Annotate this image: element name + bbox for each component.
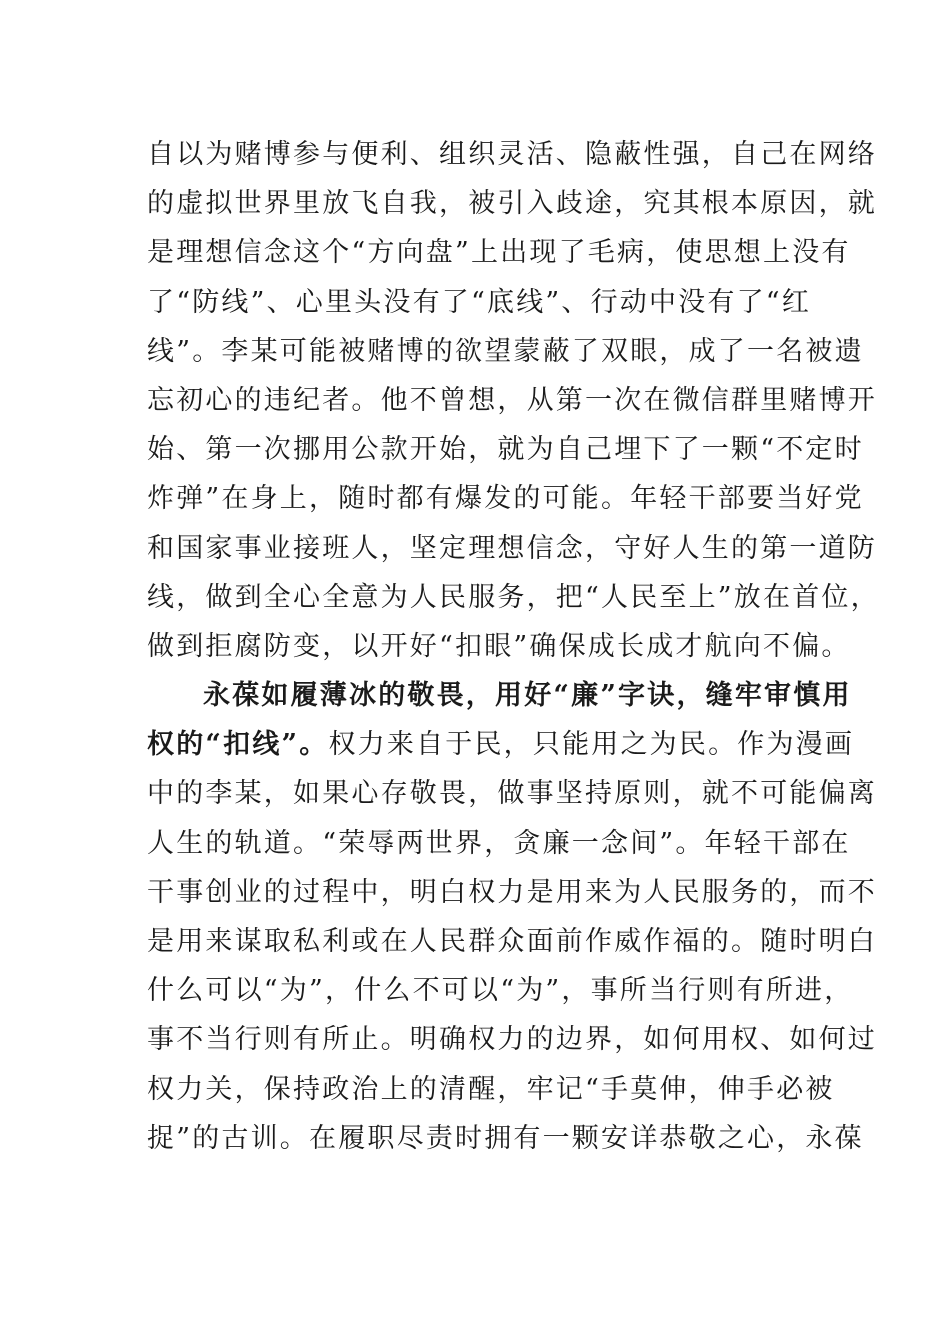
text-line: 的虚拟世界里放飞自我，被引入歧途，究其根本原因，就 <box>147 188 877 220</box>
paragraph-2 <box>147 671 877 1163</box>
text-line: 捉”的古训。在履职尽责时拥有一颗安详恭敬之心，永葆 <box>147 1122 864 1154</box>
text-line: 干事创业的过程中，明白权力是用来为人民服务的，而不 <box>147 876 877 908</box>
text-line: 了“防线”、心里头没有了“底线”、行动中没有了“红 <box>147 286 812 318</box>
text-line: 中的李某，如果心存敬畏，做事坚持原则，就不可能偏离 <box>147 778 877 810</box>
text-line: 是理想信念这个“方向盘”上出现了毛病，使思想上没有 <box>147 237 851 269</box>
text-line: 什么可以“为”，什么不可以“为”，事所当行则有所进， <box>147 975 854 1007</box>
text-line: 人生的轨道。“荣辱两世界，贪廉一念间”。年轻干部在 <box>147 827 851 859</box>
text-line: 事不当行则有所止。明确权力的边界，如何用权、如何过 <box>147 1024 877 1056</box>
text-line: 线”。李某可能被赌博的欲望蒙蔽了双眼，成了一名被遗 <box>147 335 864 367</box>
text-line: 权力关，保持政治上的清醒，牢记“手莫伸，伸手必被 <box>147 1073 835 1105</box>
text-run: 权力来自于民，只能用之为民。作为漫画 <box>328 729 855 761</box>
text-line <box>147 720 855 769</box>
paragraph-heading-end: 权的“扣线”。 <box>147 729 329 761</box>
article-body <box>147 130 880 1163</box>
text-line: 是用来谋取私利或在人民群众面前作威作福的。随时明白 <box>147 926 877 957</box>
text-line: 做到拒腐防变，以开好“扣眼”确保成长成才航向不偏。 <box>147 630 851 662</box>
paragraph-heading: 永葆如履薄冰的敬畏，用好“廉”字诀，缝牢审慎用 <box>203 680 852 712</box>
text-line: 和国家事业接班人，坚定理想信念，守好人生的第一道防 <box>147 532 877 564</box>
text-line: 始、第一次挪用公款开始，就为自己埋下了一颗“不定时 <box>147 434 864 466</box>
text-line: 自以为赌博参与便利、组织灵活、隐蔽性强，自己在网络 <box>147 139 877 170</box>
text-line: 炸弹”在身上，随时都有爆发的可能。年轻干部要当好党 <box>147 483 864 515</box>
text-line: 线，做到全心全意为人民服务，把“人民至上”放在首位， <box>147 581 880 613</box>
text-line: 忘初心的违纪者。他不曾想，从第一次在微信群里赌博开 <box>147 384 877 416</box>
paragraph-1 <box>147 130 880 671</box>
